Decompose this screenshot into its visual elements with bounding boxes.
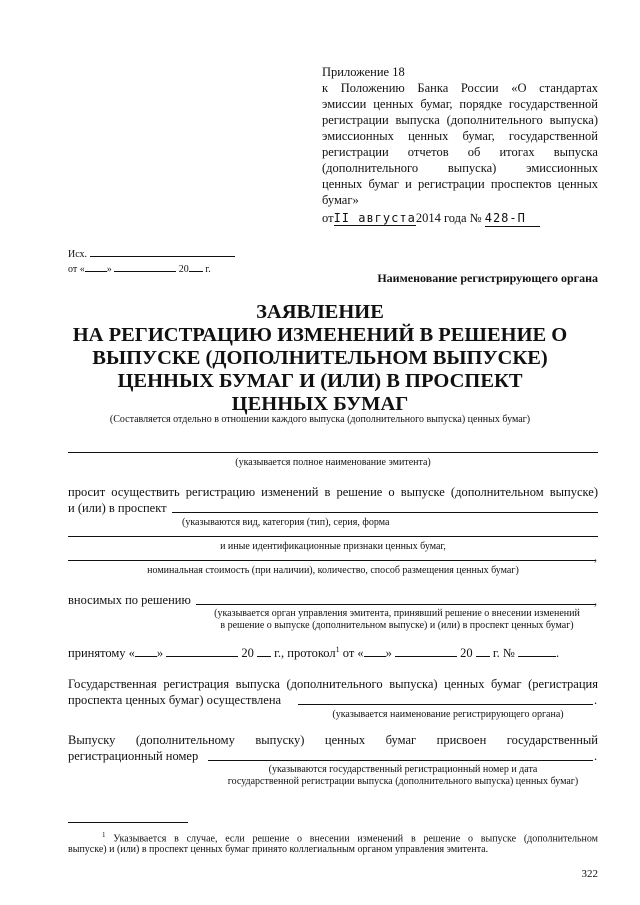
assign-hint2: государственной регистрации выпуска (дополнительного выпуска) ценных бумаг) bbox=[227, 776, 579, 787]
statereg-hint: (указывается наименование регистрирующего органа) bbox=[332, 709, 564, 720]
accepted-label: принятому « bbox=[68, 646, 135, 661]
decision-body-field[interactable] bbox=[196, 604, 595, 605]
accepted-from-quote: » bbox=[385, 646, 392, 661]
decision-hint2: в решение о выпуске (дополнительном выпуске) и (или) в проспект ценных бумаг) bbox=[220, 620, 574, 631]
ident-hint: и иные идентификационные признаки ценных бумаг, bbox=[220, 541, 446, 552]
footnote-text: Указывается в случае, если решение о внесении изменений в решение о выпуске (дополнительном bbox=[113, 833, 598, 845]
comma-mark: , bbox=[594, 594, 598, 608]
appendix-line: к Положению Банка России «О стандартах bbox=[322, 81, 598, 95]
kind-hint: (указываются вид, категория (тип), серия, форма bbox=[182, 517, 390, 528]
reg-number-field[interactable] bbox=[208, 760, 593, 761]
protocol-number-field[interactable] bbox=[518, 644, 556, 657]
footnote-mark: 1 bbox=[102, 831, 106, 839]
assign-line1: Выпуску (дополнительному выпуску) ценных бумаг присвоен государственный bbox=[68, 733, 598, 747]
appendix-line: эмиссионных ценных бумаг, государственной bbox=[322, 129, 598, 143]
registrar-name: Наименование регистрирующего органа bbox=[377, 271, 598, 285]
securities-nominal-field[interactable] bbox=[68, 560, 595, 561]
decision-hint1: (указывается орган управления эмитента, принявший решение о внесении изменений bbox=[214, 608, 580, 619]
assign-line2: регистрационный номер bbox=[68, 749, 199, 763]
securities-ident-field[interactable] bbox=[68, 536, 598, 537]
nominal-hint: номинальная стоимость (при наличии), количество, способ размещения ценных бумаг) bbox=[147, 565, 519, 576]
title-line: ЦЕННЫХ БУМАГ bbox=[231, 393, 409, 415]
accepted-from: от « bbox=[342, 646, 364, 661]
outgoing-from-label: от « bbox=[68, 264, 85, 275]
accepted-year-field[interactable] bbox=[257, 644, 271, 657]
appendix-line: эмиссии ценных бумаг, порядке государственной bbox=[322, 97, 598, 111]
appendix-title: Приложение 18 bbox=[322, 65, 405, 79]
document-subtitle: (Составляется отдельно в отношении каждого выпуска (дополнительного выпуска) ценных бумаг) bbox=[109, 414, 531, 425]
outgoing-day-field[interactable] bbox=[85, 259, 107, 272]
issuer-hint: (указывается полное наименование эмитента) bbox=[235, 457, 431, 468]
outgoing-quote: » bbox=[106, 264, 112, 275]
request-line1: просит осуществить регистрацию изменений в решение о выпуске (дополнительном выпуске) bbox=[68, 485, 598, 499]
appendix-line: регистрации отчетов об итогах выпуска bbox=[322, 145, 598, 159]
document-title bbox=[60, 301, 580, 416]
protocol-year-field[interactable] bbox=[476, 644, 490, 657]
accepted-year-prefix: 20 bbox=[241, 646, 254, 661]
outgoing-year-suffix: г. bbox=[205, 264, 211, 275]
outgoing-year-field[interactable] bbox=[189, 259, 203, 272]
outgoing-ref-field[interactable] bbox=[90, 244, 235, 257]
request-line2 bbox=[68, 500, 167, 516]
title-line: ВЫПУСКЕ (ДОПОЛНИТЕЛЬНОМ ВЫПУСКЕ) bbox=[92, 347, 548, 369]
outgoing-date bbox=[68, 259, 211, 276]
protocol-day-field[interactable] bbox=[364, 644, 386, 657]
footnote-line2: выпуске) и (или) в проспект ценных бумаг принято коллегиальным органом управления эмитента. bbox=[68, 844, 489, 855]
date-prefix: от bbox=[322, 211, 334, 225]
appendix-date-row bbox=[322, 210, 598, 227]
protocol-month-field[interactable] bbox=[395, 644, 457, 657]
decision-label: вносимых по решению bbox=[68, 593, 191, 607]
securities-kind-field[interactable] bbox=[172, 512, 598, 513]
date-year: 2014 года № bbox=[415, 211, 482, 225]
accepted-quote: » bbox=[156, 646, 164, 661]
title-line: ЦЕННЫХ БУМАГ И (ИЛИ) В ПРОСПЕКТ bbox=[117, 370, 523, 392]
statereg-line1: Государственная регистрация выпуска (дополнительного выпуска) ценных бумаг (регистрация bbox=[68, 677, 598, 691]
statereg-line2: проспекта ценных бумаг) осуществлена bbox=[68, 693, 282, 707]
comma-mark: , bbox=[594, 550, 598, 564]
accepted-row: принятому « » 20 г., протокол$^1$ от « » 20 г. № . bbox=[68, 645, 560, 661]
footnote-ref: 1 bbox=[335, 645, 340, 654]
protocol-number-label: г. № bbox=[492, 646, 515, 661]
outgoing-month-field[interactable] bbox=[114, 259, 176, 272]
assign-hint1: (указываются государственный регистрационный номер и дата bbox=[268, 764, 538, 775]
date-handwritten: II августа bbox=[333, 211, 416, 225]
request-line2-label: и (или) в проспект bbox=[68, 501, 167, 515]
appendix-line: ценных бумаг и регистрации проспектов ценных bbox=[322, 177, 598, 191]
order-number: 428-П bbox=[485, 210, 540, 227]
accepted-day-field[interactable] bbox=[135, 644, 157, 657]
appendix-block bbox=[322, 64, 598, 227]
period-mark: . bbox=[594, 749, 598, 763]
protocol-year-prefix: 20 bbox=[460, 646, 473, 661]
period-mark: . bbox=[594, 693, 598, 707]
accepted-month-field[interactable] bbox=[166, 644, 238, 657]
appendix-line: (дополнительного выпуска) эмиссионных bbox=[322, 161, 598, 175]
footnote-divider bbox=[68, 822, 188, 823]
title-line: НА РЕГИСТРАЦИЮ ИЗМЕНЕНИЙ В РЕШЕНИЕ О bbox=[72, 324, 568, 346]
appendix-line: бумаг» bbox=[322, 193, 359, 207]
accepted-protocol: г., протокол bbox=[274, 646, 336, 661]
statereg-body-field[interactable] bbox=[298, 704, 593, 705]
issuer-name-field[interactable] bbox=[68, 452, 598, 453]
appendix-line: регистрации выпуска (дополнительного выпуска) bbox=[322, 113, 598, 127]
page-number: 322 bbox=[581, 868, 598, 880]
title-line: ЗАЯВЛЕНИЕ bbox=[256, 301, 384, 323]
outgoing-year-prefix: 20 bbox=[178, 264, 189, 275]
outgoing-ref-label: Исх. bbox=[68, 249, 88, 260]
